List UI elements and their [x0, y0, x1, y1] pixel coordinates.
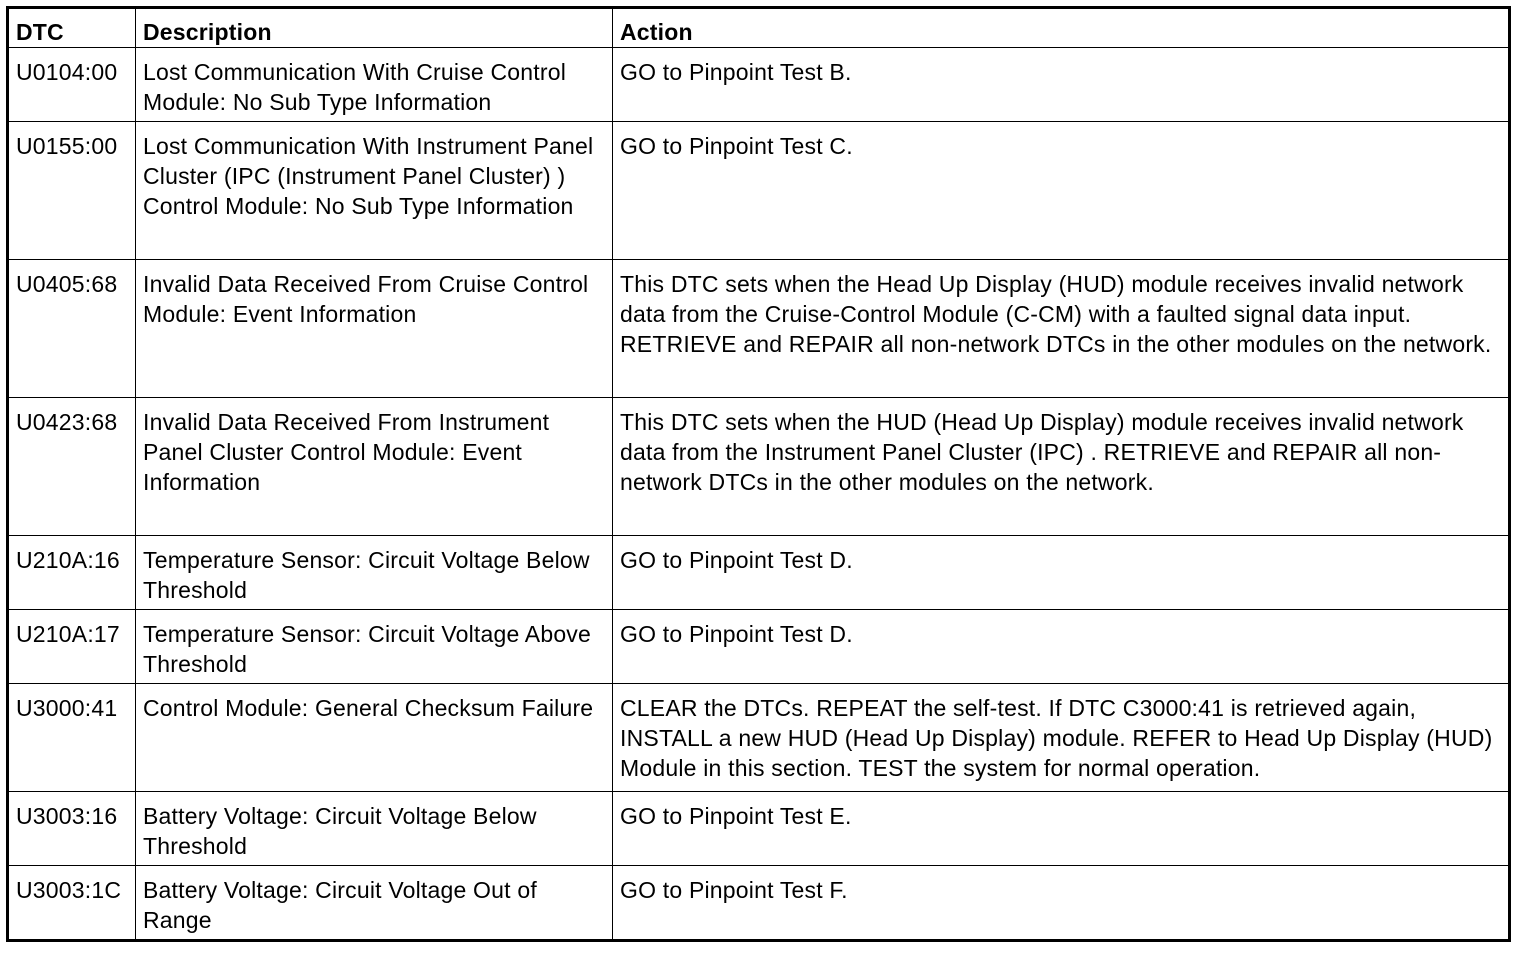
table-row — [8, 536, 1510, 610]
dtc-code: U0104:00 — [8, 48, 136, 122]
table-row — [8, 398, 1510, 536]
dtc-action: CLEAR the DTCs. REPEAT the self-test. If DTC C3000:41 is retrieved again, INSTALL a new HUD (Head Up Display) module. REFER to Head Up Display (HUD) Module in this section. TEST the system for normal operation. — [613, 684, 1510, 792]
dtc-action: GO to Pinpoint Test E. — [613, 792, 1510, 866]
dtc-description: Battery Voltage: Circuit Voltage Out of Range — [136, 866, 613, 941]
dtc-description: Lost Communication With Cruise Control Module: No Sub Type Information — [136, 48, 613, 122]
dtc-code: U210A:17 — [8, 610, 136, 684]
dtc-action: GO to Pinpoint Test B. — [613, 48, 1510, 122]
table-row — [8, 260, 1510, 398]
table-row — [8, 792, 1510, 866]
table-body — [8, 48, 1510, 941]
dtc-description: Battery Voltage: Circuit Voltage Below Threshold — [136, 792, 613, 866]
dtc-table — [6, 6, 1511, 942]
dtc-code: U3003:16 — [8, 792, 136, 866]
dtc-action: This DTC sets when the HUD (Head Up Display) module receives invalid network data from the Instrument Panel Cluster (IPC) . RETRIEVE and REPAIR all non-network DTCs in the other modules on the network. — [613, 398, 1510, 536]
header-action: Action — [613, 8, 1510, 48]
dtc-code: U0423:68 — [8, 398, 136, 536]
table-row — [8, 610, 1510, 684]
dtc-action: GO to Pinpoint Test D. — [613, 536, 1510, 610]
table-row — [8, 684, 1510, 792]
dtc-action: GO to Pinpoint Test C. — [613, 122, 1510, 260]
table-row — [8, 48, 1510, 122]
header-dtc: DTC — [8, 8, 136, 48]
table-header — [8, 8, 1510, 48]
table-row — [8, 122, 1510, 260]
dtc-code: U0155:00 — [8, 122, 136, 260]
dtc-description: Lost Communication With Instrument Panel Cluster (IPC (Instrument Panel Cluster) ) Control Module: No Sub Type Information — [136, 122, 613, 260]
dtc-description: Temperature Sensor: Circuit Voltage Above Threshold — [136, 610, 613, 684]
dtc-description: Temperature Sensor: Circuit Voltage Below Threshold — [136, 536, 613, 610]
header-description: Description — [136, 8, 613, 48]
dtc-code: U0405:68 — [8, 260, 136, 398]
dtc-description: Control Module: General Checksum Failure — [136, 684, 613, 792]
dtc-code: U3000:41 — [8, 684, 136, 792]
dtc-code: U210A:16 — [8, 536, 136, 610]
dtc-code: U3003:1C — [8, 866, 136, 941]
dtc-action: This DTC sets when the Head Up Display (HUD) module receives invalid network data from the Cruise-Control Module (C-CM) with a faulted signal data input. RETRIEVE and REPAIR all non-network DTCs in the other modules on the network. — [613, 260, 1510, 398]
dtc-action: GO to Pinpoint Test D. — [613, 610, 1510, 684]
table-row — [8, 866, 1510, 941]
dtc-description: Invalid Data Received From Instrument Panel Cluster Control Module: Event Information — [136, 398, 613, 536]
dtc-description: Invalid Data Received From Cruise Control Module: Event Information — [136, 260, 613, 398]
header-row — [8, 8, 1510, 48]
dtc-action: GO to Pinpoint Test F. — [613, 866, 1510, 941]
